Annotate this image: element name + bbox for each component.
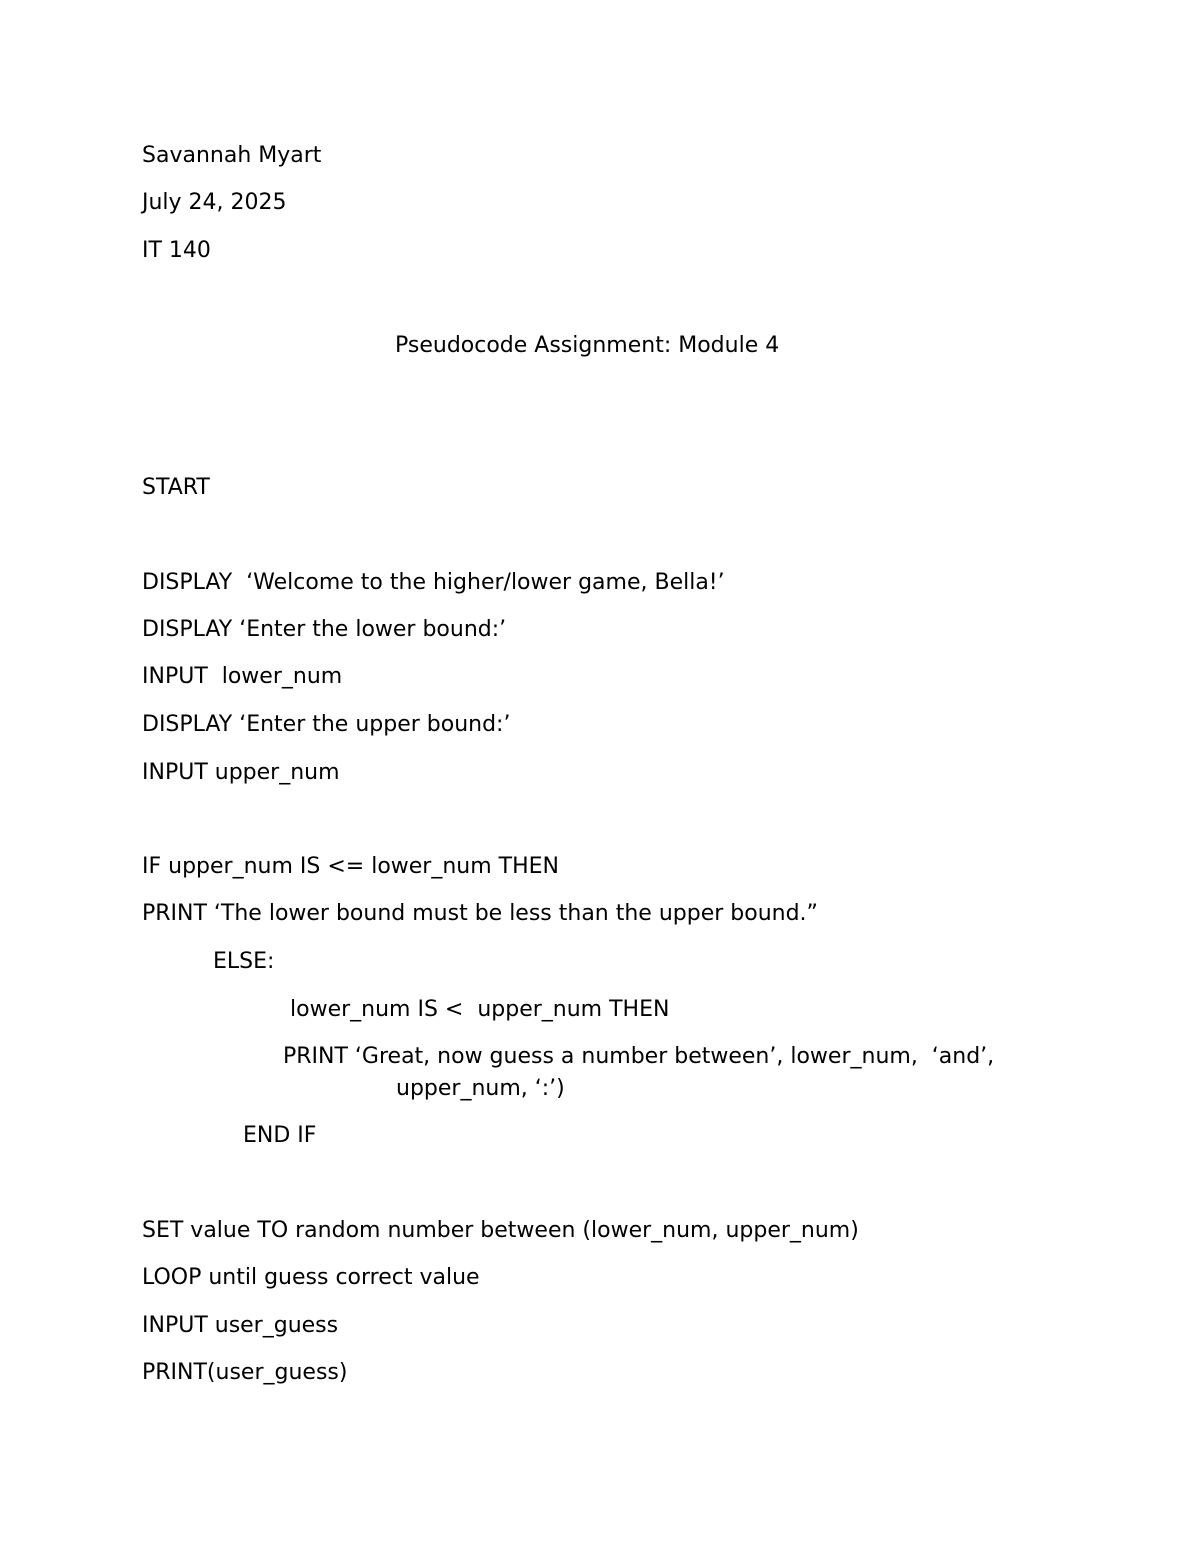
pseudocode-line: END IF [243, 1123, 317, 1148]
pseudocode-line: DISPLAY ‘Enter the lower bound:’ [142, 617, 507, 642]
pseudocode-line: upper_num, ‘:’) [396, 1076, 565, 1101]
pseudocode-line: PRINT(user_guess) [142, 1360, 348, 1385]
document-title: Pseudocode Assignment: Module 4 [395, 333, 780, 358]
pseudocode-line: PRINT ‘The lower bound must be less than the upper bound.” [142, 901, 818, 926]
author-name: Savannah Myart [142, 143, 322, 168]
pseudocode-line: lower_num IS < upper_num THEN [290, 997, 670, 1022]
pseudocode-line: DISPLAY ‘Welcome to the higher/lower game, Bella!’ [142, 570, 725, 595]
pseudocode-line: LOOP until guess correct value [142, 1265, 480, 1290]
document-date: July 24, 2025 [142, 190, 287, 215]
course-code: IT 140 [142, 238, 211, 263]
pseudocode-line: SET value TO random number between (lower_num, upper_num) [142, 1218, 859, 1243]
pseudocode-line: PRINT ‘Great, now guess a number between’, lower_num, ‘and’, [283, 1044, 995, 1069]
pseudocode-line: INPUT upper_num [142, 760, 340, 785]
pseudocode-line: DISPLAY ‘Enter the upper bound:’ [142, 712, 511, 737]
pseudocode-line: ELSE: [213, 949, 275, 974]
pseudocode-line: INPUT lower_num [142, 664, 343, 689]
pseudocode-line: IF upper_num IS <= lower_num THEN [142, 854, 560, 879]
pseudocode-start: START [142, 475, 210, 500]
pseudocode-line: INPUT user_guess [142, 1313, 339, 1338]
